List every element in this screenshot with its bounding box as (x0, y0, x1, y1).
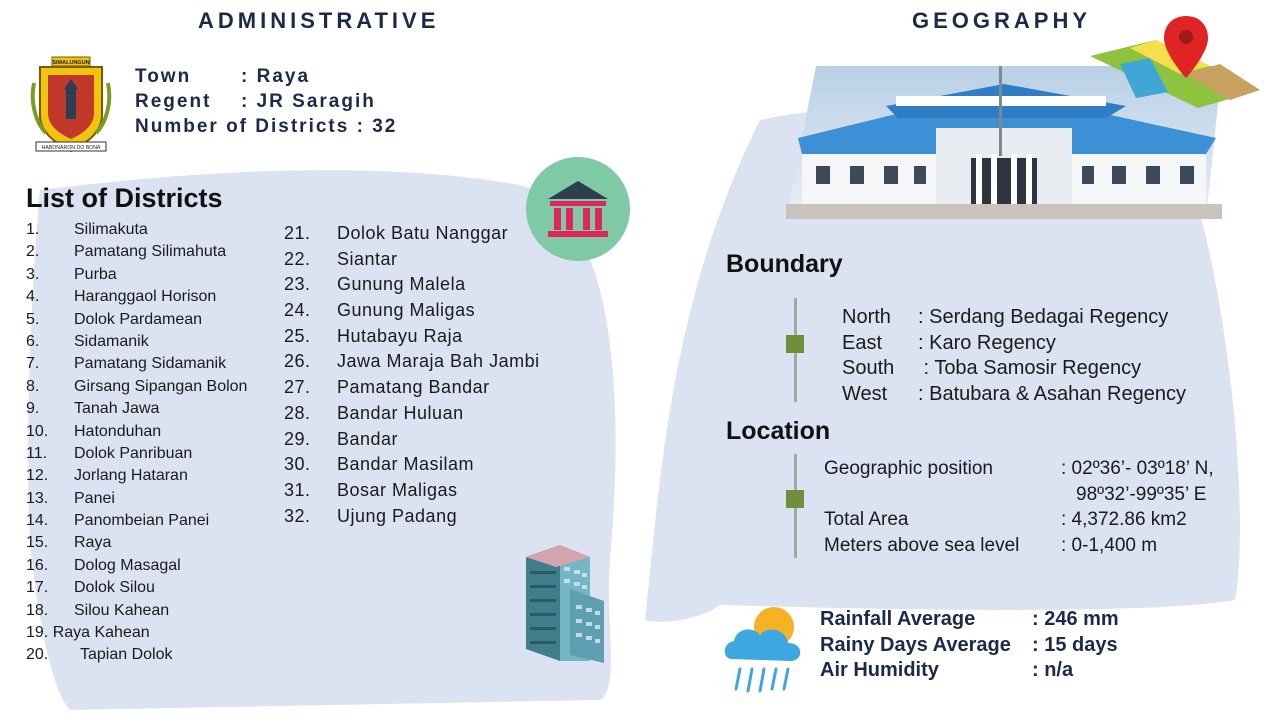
district-number: 2. (26, 243, 40, 261)
district-item (26, 555, 247, 577)
district-name: Pamatang Bandar (337, 377, 490, 398)
district-number: 7. (26, 355, 40, 373)
district-item (284, 452, 540, 478)
total-area-label: Total Area (824, 509, 909, 531)
district-name: Tapian Dolok (80, 646, 173, 663)
geo-position-row-2 (824, 482, 1214, 508)
district-name: Sidamanik (74, 332, 149, 350)
district-item (284, 375, 540, 401)
district-number: 25. (284, 325, 311, 346)
district-item-19: 19. Raya Kahean (26, 624, 150, 641)
admin-info (135, 64, 397, 139)
district-name: Bandar Huluan (337, 402, 464, 423)
district-name: Bandar (337, 428, 399, 449)
district-name: Dolok Pardamean (74, 310, 203, 328)
district-number: 8. (26, 377, 40, 395)
district-name: Hatonduhan (74, 422, 162, 440)
district-item (26, 376, 247, 398)
district-number: 23. (284, 274, 311, 295)
rainy-days-row (820, 633, 1119, 659)
boundary-direction: North (842, 306, 891, 328)
geo-position-value-1: : 02º36’- 03º18’ N, (1061, 458, 1214, 479)
rainfall-row (820, 607, 1119, 633)
district-name: Ujung Padang (337, 505, 458, 526)
district-number: 9. (26, 400, 40, 418)
district-item (284, 478, 540, 504)
district-number: 4. (26, 288, 40, 306)
geo-position-row (824, 456, 1214, 482)
humidity-value: : n/a (1032, 659, 1074, 681)
district-item (26, 286, 247, 308)
district-number: 15. (26, 534, 49, 552)
regent-label: Regent (135, 91, 212, 112)
total-area-value: : 4,372.86 km2 (1061, 509, 1187, 531)
district-item (26, 443, 247, 465)
altitude-row (824, 533, 1214, 559)
district-name: Dolog Masagal (74, 556, 181, 574)
district-number: 30. (284, 454, 311, 475)
district-item (284, 298, 540, 324)
administrative-title: ADMINISTRATIVE (198, 8, 440, 33)
district-item (26, 532, 247, 554)
district-item (26, 309, 247, 331)
boundary-row (842, 331, 1186, 357)
town-row (135, 64, 397, 89)
location-title: Location (726, 417, 831, 445)
boundary-direction: East (842, 331, 883, 354)
district-number: 24. (284, 300, 311, 321)
boundary-value: Toba Samosir Regency (934, 357, 1142, 380)
total-area-row (824, 507, 1214, 533)
district-item (284, 247, 540, 273)
district-name: Purba (74, 265, 117, 283)
regency-crest-icon (30, 53, 112, 155)
crest-top-text: SIMALUNGUN (52, 60, 90, 66)
district-name: Raya (74, 534, 112, 552)
boundary-list (842, 305, 1186, 407)
boundary-value: Batubara & Asahan Regency (929, 382, 1186, 405)
boundary-separator: : (918, 331, 930, 354)
district-name: Jorlang Hataran (74, 467, 188, 485)
district-item (26, 465, 247, 487)
district-name: Dolok Silou (74, 579, 155, 597)
districts-column-1 (26, 219, 247, 622)
district-item (26, 577, 247, 599)
location-marker (786, 490, 804, 508)
district-name: Siantar (337, 248, 398, 269)
district-name: Gunung Malela (337, 274, 466, 295)
district-number: 14. (26, 512, 49, 530)
district-number: 17. (26, 579, 49, 597)
boundary-separator: : (918, 382, 930, 405)
district-item (284, 504, 540, 530)
districts-count-label: Number of Districts (135, 116, 350, 137)
district-name: Panombeian Panei (74, 512, 210, 530)
districts-count-row (135, 114, 397, 139)
climate-info (820, 607, 1119, 684)
district-number: 27. (284, 377, 311, 398)
district-item (26, 510, 247, 532)
crest-motto-text: HABONARON DO BONA (41, 145, 101, 151)
rainfall-label: Rainfall Average (820, 608, 976, 630)
district-item (26, 488, 247, 510)
rainfall-value: : 246 mm (1032, 608, 1119, 630)
boundary-separator: : (918, 357, 935, 380)
humidity-label: Air Humidity (820, 659, 939, 681)
district-name: Silimakuta (74, 221, 148, 238)
altitude-label: Meters above sea level (824, 535, 1020, 557)
boundary-direction: South (842, 357, 895, 380)
district-number: 28. (284, 402, 311, 423)
district-name: Bosar Maligas (337, 479, 458, 500)
districts-list-title: List of Districts (26, 183, 223, 213)
boundary-direction: West (842, 382, 888, 405)
skyscraper-icon (520, 543, 606, 667)
district-name: Pamatang Sidamanik (74, 355, 227, 373)
district-name: Bandar Masilam (337, 454, 475, 475)
district-item-20 (26, 644, 173, 666)
location-list (824, 456, 1214, 559)
district-name: Tanah Jawa (74, 400, 160, 418)
district-number: 22. (284, 248, 311, 269)
district-item (26, 398, 247, 420)
district-number: 29. (284, 428, 311, 449)
district-number: 5. (26, 310, 40, 328)
district-item (26, 353, 247, 375)
district-name: Gunung Maligas (337, 300, 476, 321)
geography-title: GEOGRAPHY (912, 8, 1092, 33)
district-item (284, 272, 540, 298)
humidity-row (820, 658, 1119, 684)
district-item (26, 241, 247, 263)
district-number: 31. (284, 479, 311, 500)
district-name: Pamatang Silimahuta (74, 243, 227, 261)
district-item (284, 349, 540, 375)
district-number: 1. (26, 221, 40, 238)
district-name: Girsang Sipangan Bolon (74, 377, 248, 395)
district-number: 13. (26, 489, 49, 507)
district-item (284, 427, 540, 453)
regent-row (135, 89, 397, 114)
boundary-row (842, 382, 1186, 408)
map-pin-icon (1090, 12, 1260, 108)
districts-count-value: : 32 (356, 116, 398, 137)
geo-position-label: Geographic position (824, 458, 993, 479)
district-name: Hutabayu Raja (337, 325, 463, 346)
district-number: 26. (284, 351, 311, 372)
district-number: 18. (26, 601, 49, 619)
district-item (284, 401, 540, 427)
district-name: Dolok Panribuan (74, 444, 193, 462)
boundary-separator: : (918, 306, 930, 328)
district-number: 3. (26, 265, 40, 283)
geo-position-value-2: 98º32’-99º35’ E (1076, 483, 1207, 505)
district-number: 20. (26, 646, 49, 663)
district-number: 16. (26, 556, 49, 574)
boundary-row (842, 305, 1186, 331)
district-number: 11. (26, 444, 48, 462)
district-name: Panei (74, 489, 115, 507)
town-label: Town (135, 66, 192, 87)
district-item (26, 219, 247, 241)
districts-column-2 (284, 221, 540, 529)
altitude-value: : 0-1,400 m (1061, 535, 1158, 557)
district-name: Dolok Batu Nanggar (337, 223, 509, 243)
district-item (26, 600, 247, 622)
town-value: : Raya (241, 66, 311, 87)
boundary-row (842, 356, 1186, 382)
district-name: Haranggaol Horison (74, 288, 217, 306)
regent-value: : JR Saragih (241, 91, 376, 112)
boundary-value: Karo Regency (929, 331, 1056, 354)
rainy-days-value: : 15 days (1032, 633, 1118, 656)
district-number: 32. (284, 505, 311, 526)
district-number: 12. (26, 467, 49, 485)
rainy-days-label: Rainy Days Average (820, 633, 1011, 656)
district-name: Jawa Maraja Bah Jambi (337, 351, 540, 372)
district-item (284, 221, 540, 247)
district-item (26, 264, 247, 286)
district-item (26, 331, 247, 353)
rain-cloud-sun-icon (720, 605, 806, 699)
boundary-marker (786, 335, 804, 353)
district-number: 21. (284, 223, 311, 243)
boundary-value: Serdang Bedagai Regency (929, 306, 1169, 328)
district-item (26, 421, 247, 443)
government-building-icon (526, 157, 630, 261)
district-name: Silou Kahean (74, 601, 170, 619)
district-item (284, 324, 540, 350)
boundary-title: Boundary (726, 250, 843, 278)
district-number: 10. (26, 422, 49, 440)
district-number: 6. (26, 332, 40, 350)
